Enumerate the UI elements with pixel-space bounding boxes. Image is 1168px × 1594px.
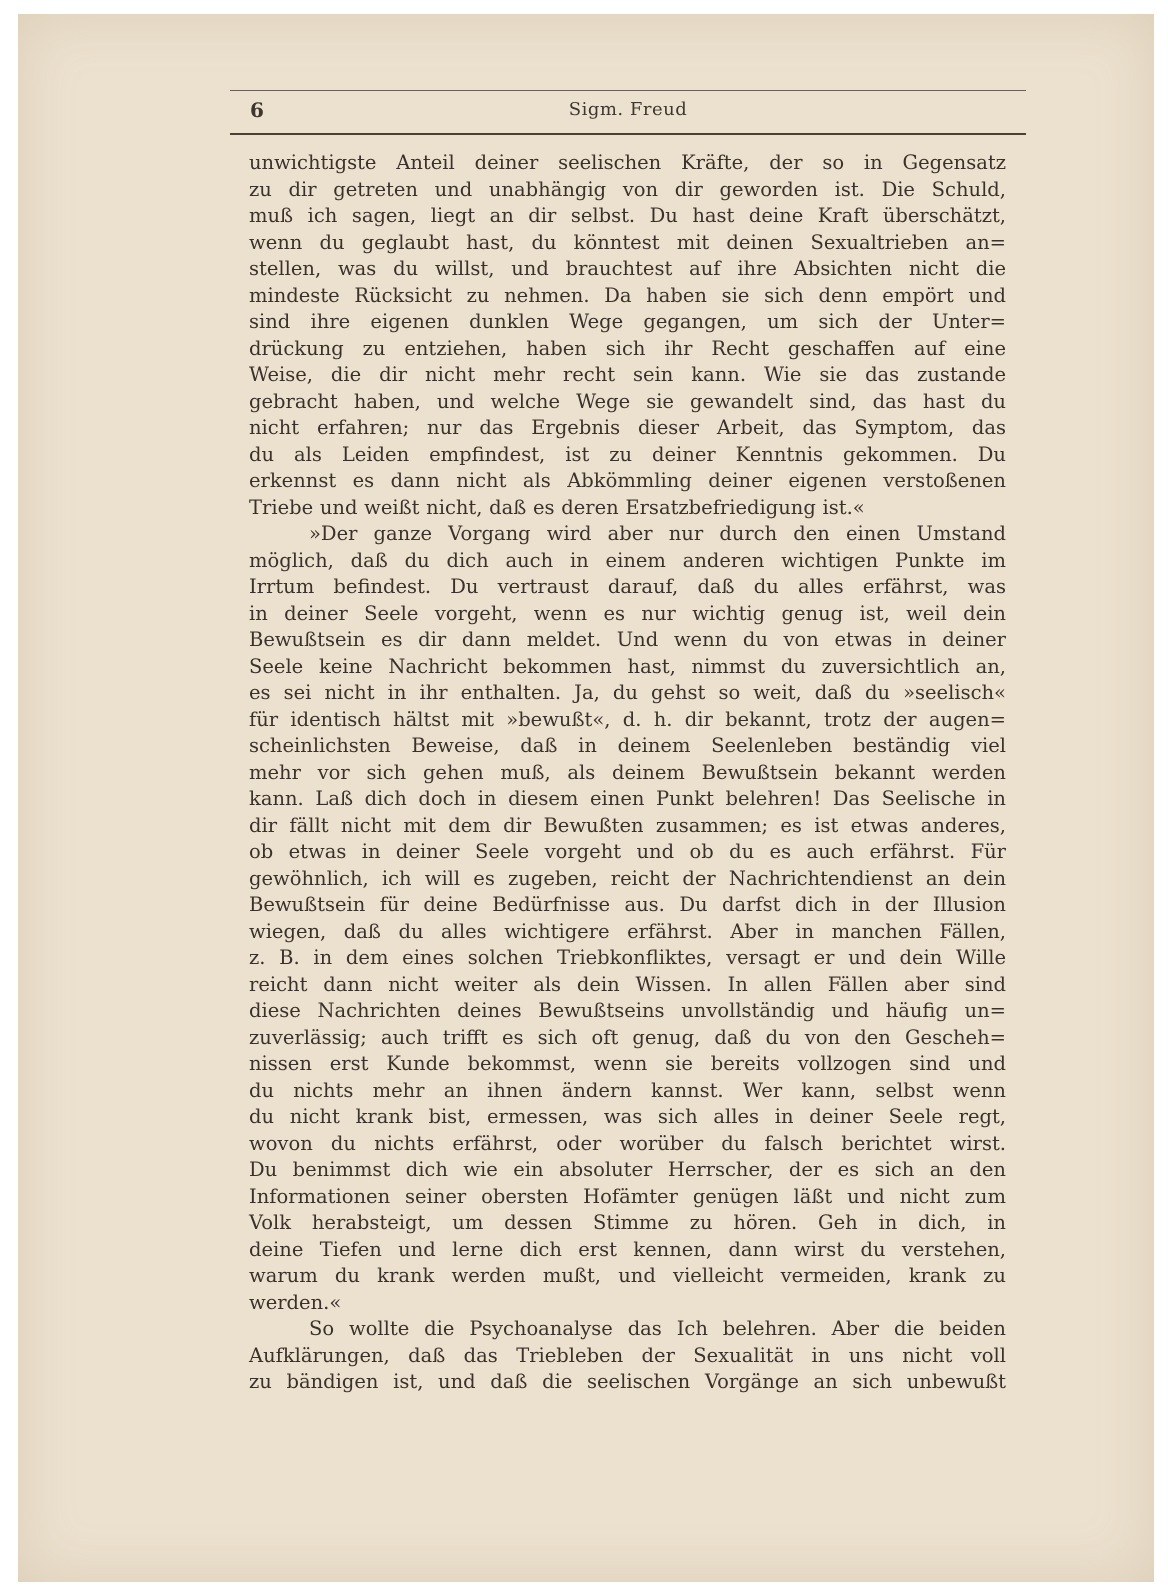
page-number: 6 bbox=[250, 98, 264, 122]
text-line: Bewußtsein es dir dann meldet. Und wenn du von etwas in deiner bbox=[249, 628, 1006, 651]
text-line: Volk herabsteigt, um dessen Stimme zu hören. Geh in dich, in bbox=[249, 1211, 1006, 1234]
text-line: sind ihre eigenen dunklen Wege gegangen, um sich der Unter= bbox=[249, 310, 1006, 333]
text-line: erkennst es dann nicht als Abkömmling deiner eigenen verstoßenen bbox=[249, 469, 1006, 492]
text-line: werden.« bbox=[249, 1290, 342, 1314]
text-line: reicht dann nicht weiter als dein Wissen. In allen Fällen aber sind bbox=[249, 972, 1006, 996]
text-line: warum du krank werden mußt, und vielleicht vermeiden, krank zu bbox=[249, 1264, 1006, 1287]
text-line: deine Tiefen und lerne dich erst kennen, dann wirst du verstehen, bbox=[249, 1237, 1006, 1261]
text-line: ob etwas in deiner Seele vorgeht und ob du es auch erfährst. Für bbox=[249, 840, 1006, 863]
text-line: Informationen seiner obersten Hofämter genügen läßt und nicht zum bbox=[249, 1184, 1006, 1208]
text-line: mindeste Rücksicht zu nehmen. Da haben sie sich denn empört und bbox=[249, 283, 1006, 307]
text-line: Irrtum befindest. Du vertraust darauf, daß du alles erfährst, was bbox=[249, 575, 1006, 598]
text-line: stellen, was du willst, und brauchtest auf ihre Absichten nicht die bbox=[249, 257, 1006, 280]
text-line: Seele keine Nachricht bekommen hast, nimmst du zuversichtlich an, bbox=[249, 654, 1006, 678]
text-line: zuverlässig; auch trifft es sich oft genug, daß du von den Gescheh= bbox=[249, 1025, 1006, 1049]
text-line: du als Leiden empfindest, ist zu deiner Kenntnis gekommen. Du bbox=[249, 442, 1006, 466]
text-line: Weise, die dir nicht mehr recht sein kann. Wie sie das zustande bbox=[249, 363, 1006, 386]
text-line: zu dir getreten und unabhängig von dir geworden ist. Die Schuld, bbox=[249, 177, 1006, 201]
body-text bbox=[249, 150, 1006, 1396]
text-line: wenn du geglaubt hast, du könntest mit deinen Sexualtrieben an= bbox=[249, 230, 1006, 254]
text-line: nicht erfahren; nur das Ergebnis dieser Arbeit, das Symptom, das bbox=[249, 416, 1006, 439]
running-title: Sigm. Freud bbox=[568, 99, 688, 120]
text-line: »Der ganze Vorgang wird aber nur durch den einen Umstand bbox=[309, 522, 1006, 545]
text-line: in deiner Seele vorgeht, wenn es nur wichtig genug ist, weil dein bbox=[249, 601, 1006, 625]
text-line: unwichtigste Anteil deiner seelischen Kräfte, der so in Gegensatz bbox=[249, 151, 1006, 174]
text-line: für identisch hältst mit »bewußt«, d. h. dir bekannt, trotz der augen= bbox=[249, 707, 1006, 731]
text-line: Triebe und weißt nicht, daß es deren Ersatzbefriedigung ist.« bbox=[249, 495, 865, 519]
text-line: kann. Laß dich doch in diesem einen Punkt belehren! Das Seelische in bbox=[249, 787, 1006, 810]
text-line: nissen erst Kunde bekommst, wenn sie bereits vollzogen sind und bbox=[249, 1052, 1006, 1075]
text-line: Aufklärungen, daß das Triebleben der Sexualität in uns nicht voll bbox=[249, 1343, 1006, 1367]
text-line: drückung zu entziehen, haben sich ihr Recht geschaffen auf eine bbox=[249, 336, 1006, 360]
text-line: scheinlichsten Beweise, daß in deinem Seelenleben beständig viel bbox=[249, 734, 1006, 757]
text-line: Bewußtsein für deine Bedürfnisse aus. Du darfst dich in der Illusion bbox=[249, 893, 1006, 916]
text-line: zu bändigen ist, und daß die seelischen Vorgänge an sich unbewußt bbox=[249, 1370, 1006, 1393]
text-line: Du benimmst dich wie ein absoluter Herrscher, der es sich an den bbox=[249, 1158, 1006, 1181]
text-line: gewöhnlich, ich will es zugeben, reicht der Nachrichtendienst an dein bbox=[249, 866, 1006, 890]
text-line: du nicht krank bist, ermessen, was sich alles in deiner Seele regt, bbox=[249, 1105, 1006, 1128]
text-line: wovon du nichts erfährst, oder worüber du falsch berichtet wirst. bbox=[249, 1131, 1006, 1155]
text-line: gebracht haben, und welche Wege sie gewandelt sind, das hast du bbox=[249, 389, 1006, 413]
text-line: diese Nachrichten deines Bewußtseins unvollständig und häufig un= bbox=[249, 999, 1006, 1022]
text-line: z. B. in dem eines solchen Triebkonfliktes, versagt er und dein Wille bbox=[249, 946, 1006, 969]
text-line: du nichts mehr an ihnen ändern kannst. Wer kann, selbst wenn bbox=[249, 1078, 1006, 1102]
text-line: möglich, daß du dich auch in einem anderen wichtigen Punkte im bbox=[249, 548, 1006, 572]
text-line: mehr vor sich gehen muß, als deinem Bewußtsein bekannt werden bbox=[249, 760, 1006, 784]
page-header bbox=[230, 90, 1026, 135]
text-line: wiegen, daß du alles wichtigere erfährst. Aber in manchen Fällen, bbox=[249, 919, 1006, 943]
text-line: muß ich sagen, liegt an dir selbst. Du hast deine Kraft überschätzt, bbox=[249, 204, 1006, 227]
text-line: es sei nicht in ihr enthalten. Ja, du gehst so weit, daß du »seelisch« bbox=[249, 681, 1006, 704]
text-line: So wollte die Psychoanalyse das Ich belehren. Aber die beiden bbox=[309, 1317, 1006, 1340]
text-line: dir fällt nicht mit dem dir Bewußten zusammen; es ist etwas anderes, bbox=[249, 813, 1006, 837]
